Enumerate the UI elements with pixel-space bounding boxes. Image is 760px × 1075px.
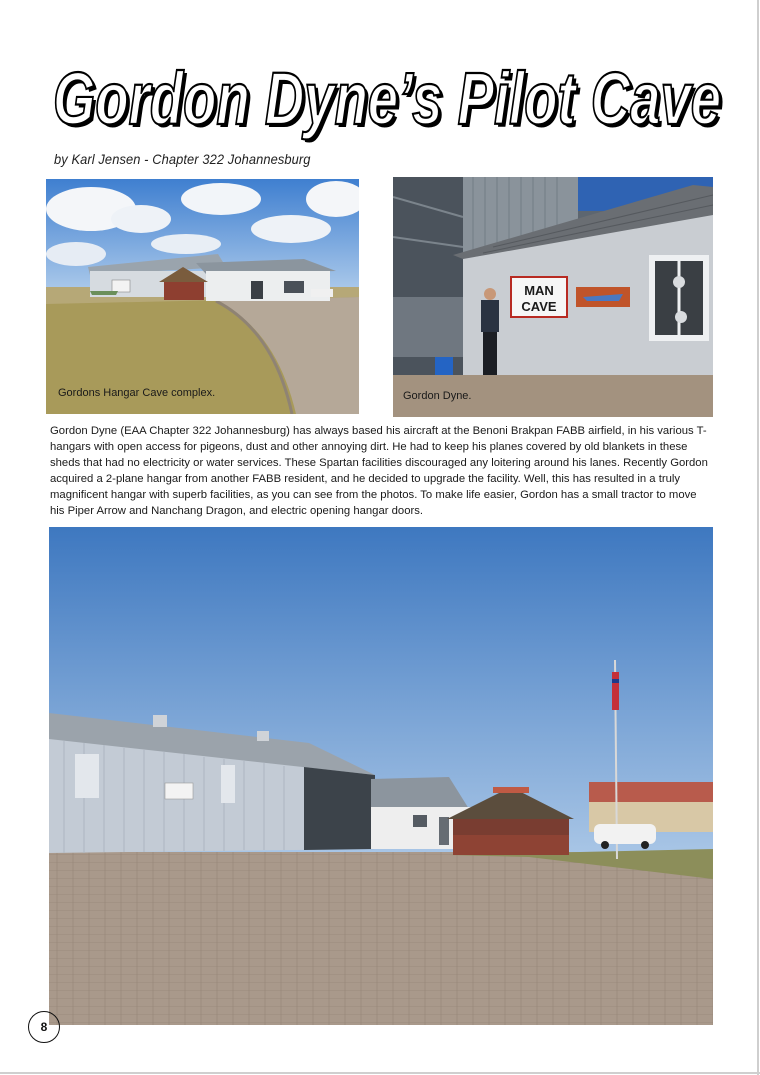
- article-title-shadow: Gordon Dyne’s Pilot Cave: [56, 60, 724, 143]
- photo-gordon-dyne: [393, 177, 713, 417]
- byline: by Karl Jensen - Chapter 322 Johannesburg: [54, 151, 311, 167]
- photo-large-hangar: [49, 527, 713, 1025]
- photo-caption: Gordons Hangar Cave complex.: [58, 387, 216, 399]
- page-edge-bottom: [0, 1072, 760, 1074]
- article-title: [42, 40, 732, 145]
- article-body: Gordon Dyne (EAA Chapter 322 Johannesburg) has always based his aircraft at the Benoni Brakpan FABB airfield, in his various T-hangars with open access for pigeons, dust and other annoying dirt. He had to keep his planes covered by old blankets in these sheds that had no electricity or water services. These Spartan facilities discouraged any loitering around his lanes. Recently Gordon acquired a 2-plane hangar from another FABB resident, and he decided to upgrade the facility. Well, this has resulted in a truly magnificent hangar with superb facilities, as you can see from the photos. To make life easier, Gordon has a small tractor to move his Piper Arrow and Nanchang Dragon, and electric opening hangar doors.: [50, 425, 708, 517]
- photo-caption: Gordon Dyne.: [403, 390, 472, 402]
- page-edge-right: [757, 0, 759, 1075]
- page-number: 8: [28, 1011, 60, 1043]
- article-title-text: Gordon Dyne’s Pilot Cave: [53, 57, 721, 140]
- sign-text-man: MAN: [524, 283, 554, 298]
- photo-hangar-complex: [46, 179, 359, 414]
- sign-text-cave: CAVE: [521, 299, 557, 314]
